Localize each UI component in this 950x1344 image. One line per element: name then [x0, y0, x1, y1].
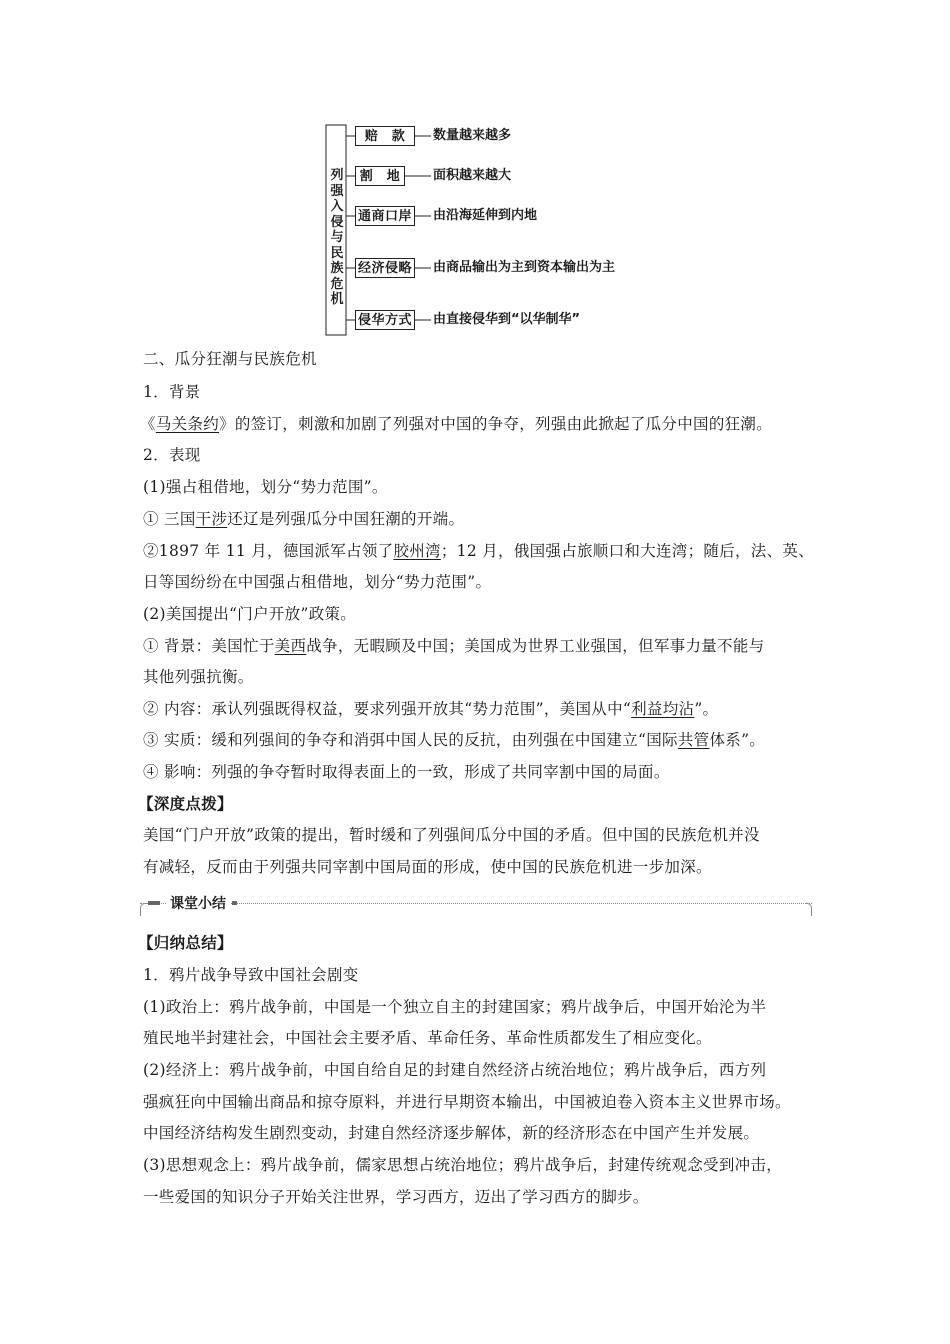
diagram-lines	[325, 124, 645, 336]
diagram-node-land-cession: 割 地	[355, 166, 405, 186]
background-title: 1．背景	[143, 383, 201, 401]
bar-accent	[148, 901, 160, 905]
deep-text-2: 有减轻，反而由于列强共同宰割中国局面的形成，使中国的民族危机进一步加深。	[143, 858, 712, 876]
section-heading: 二、瓜分狂潮与民族危机	[143, 350, 317, 368]
point-1b: ②1897 年 11 月，德国派军占领了胶州湾；12 月，俄国强占旅顺口和大连湾；随后，法、英、	[143, 542, 815, 560]
summary-section-bar	[140, 895, 812, 917]
economy-line-1: (2)经济上：鸦片战争前，中国自给自足的封建自然经济占统治地位；鸦片战争后，西方列	[143, 1061, 767, 1079]
economy-line-3: 中国经济结构发生剧烈变动，封建自然经济逐步解体，新的经济形态在中国产生并发展。	[143, 1124, 760, 1142]
economy-line-2: 强疯狂向中国输出商品和掠夺原料，并进行早期资本输出，中国被迫卷入资本主义世界市场。	[143, 1093, 791, 1111]
background-text: 《马关条约》的签订，刺激和加剧了列强对中国的争夺，列强由此掀起了瓜分中国的狂潮。	[140, 415, 773, 433]
point-1a: ① 三国干涉还辽是列强瓜分中国狂潮的开端。	[143, 510, 465, 528]
diagram-result-invasion-method: 由直接侵华到“以华制华”	[433, 312, 581, 327]
concept-diagram	[325, 124, 645, 336]
diagram-node-invasion-method: 侵华方式	[355, 310, 415, 330]
diagram-node-indemnity: 赔 款	[355, 126, 415, 146]
bar-accent-small	[232, 901, 237, 905]
diagram-node-economic-aggression: 经济侵略	[355, 258, 415, 278]
bar-divider	[140, 903, 812, 904]
summary-label: 【归纳总结】	[138, 933, 233, 952]
bar-right-corner	[805, 903, 812, 916]
ideology-line-2: 一些爱国的知识分子开始关注世界，学习西方，迈出了学习西方的脚步。	[143, 1188, 649, 1206]
ideology-line-1: (3)思想观念上：鸦片战争前，儒家思想占统治地位；鸦片战争后，封建传统观念受到冲击，	[143, 1156, 783, 1174]
point-1: (1)强占租借地，划分“势力范围”。	[143, 478, 388, 496]
diagram-result-trade-ports: 由沿海延伸到内地	[433, 208, 538, 223]
summary-bar-title: 课堂小结	[166, 895, 230, 913]
politics-line-2: 殖民地半封建社会，中国社会主要矛盾、革命任务、革命性质都发生了相应变化。	[143, 1029, 712, 1047]
diagram-result-economic-aggression: 由商品输出为主到资本输出为主	[433, 260, 616, 275]
diagram-root-label: 列强入侵与民族危机	[330, 168, 344, 307]
point-2c: ③ 实质：缓和列强间的争夺和消弭中国人民的反抗，由列强在中国建立“国际共管体系”。	[143, 731, 766, 749]
point-2b: ② 内容：承认列强既得权益，要求列强开放其“势力范围”，美国从中“利益均沾”。	[143, 700, 719, 718]
bar-left-corner	[140, 903, 147, 916]
point-2: (2)美国提出“门户开放”政策。	[143, 605, 357, 623]
diagram-result-indemnity: 数量越来越多	[433, 128, 512, 143]
performance-title: 2．表现	[143, 446, 201, 464]
deep-label: 【深度点拨】	[138, 794, 233, 813]
summary-item-1: 1．鸦片战争导致中国社会剧变	[143, 966, 359, 984]
diagram-node-trade-ports: 通商口岸	[355, 206, 415, 226]
diagram-result-land-cession: 面积越来越大	[433, 168, 512, 183]
deep-text-1: 美国“门户开放”政策的提出，暂时缓和了列强间瓜分中国的矛盾。但中国的民族危机并没	[143, 826, 760, 844]
point-2a-cont: 其他列强抗衡。	[143, 668, 254, 686]
point-1b-cont: 日等国纷纷在中国强占租借地，划分“势力范围”。	[143, 573, 492, 591]
politics-line-1: (1)政治上：鸦片战争前，中国是一个独立自主的封建国家；鸦片战争后，中国开始沦为半	[143, 998, 767, 1016]
point-2d: ④ 影响：列强的争夺暂时取得表面上的一致，形成了共同宰割中国的局面。	[143, 763, 670, 781]
point-2a: ① 背景：美国忙于美西战争，无暇顾及中国；美国成为世界工业强国，但军事力量不能与	[143, 637, 765, 655]
